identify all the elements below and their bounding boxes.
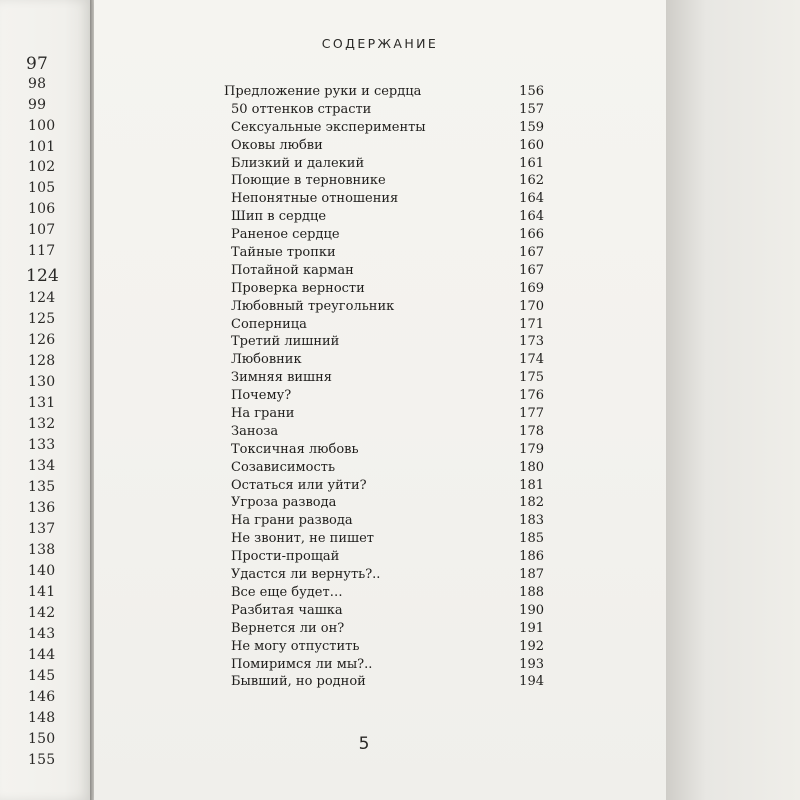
toc-entry-page: 187 [519, 567, 544, 583]
toc-entry-page: 178 [519, 423, 544, 439]
toc-page [94, 0, 666, 800]
toc-entry-title: Вернется ли он? [231, 620, 345, 636]
left-page-number: 97 [26, 54, 49, 74]
toc-entry [224, 567, 544, 585]
toc-entry-page: 180 [519, 459, 544, 475]
left-page-number: 124 [26, 266, 60, 286]
toc-entry-title: Зимняя вишня [231, 370, 333, 386]
toc-entry-page: 177 [519, 406, 544, 422]
toc-entry-page: 182 [519, 495, 544, 511]
toc-entry-title: Проверка верности [231, 280, 365, 296]
left-page-number: 140 [28, 563, 56, 579]
toc-entry [224, 621, 544, 639]
toc-entry [224, 603, 544, 621]
left-page-number: 138 [28, 542, 56, 558]
toc-entry [224, 442, 544, 460]
left-page-number: 117 [28, 243, 56, 259]
toc-entry [224, 281, 544, 299]
left-page-number: 141 [28, 584, 56, 600]
toc-entry-page: 164 [519, 191, 544, 207]
toc-entry-title: Помиримся ли мы?.. [231, 656, 373, 672]
toc-entry-title: Все еще будет… [231, 584, 343, 600]
toc-entry [224, 84, 544, 102]
left-page-number: 133 [28, 437, 56, 453]
left-page-number: 143 [28, 626, 56, 642]
toc-entry-title: Соперница [231, 316, 307, 332]
toc-entry-page: 174 [519, 352, 544, 368]
toc-entry-page: 185 [519, 531, 544, 547]
toc-entry-page: 183 [519, 513, 544, 529]
toc-entry [224, 424, 544, 442]
toc-entry [224, 173, 544, 191]
toc-entry-title: Оковы любви [231, 137, 323, 153]
toc-entry-page: 160 [519, 137, 544, 153]
toc-entry-page: 169 [519, 280, 544, 296]
toc-entry-title: Тайные тропки [231, 245, 336, 261]
toc-entry-page: 190 [519, 602, 544, 618]
toc-entry-title: Не звонит, не пишет [231, 531, 374, 547]
toc-entry-page: 167 [519, 245, 544, 261]
toc-entry-page: 186 [519, 549, 544, 565]
toc-entry [224, 120, 544, 138]
toc-entry [224, 102, 544, 120]
left-page-number: 131 [28, 395, 56, 411]
toc-entry [224, 406, 544, 424]
toc-entry-title: Поющие в терновнике [231, 173, 386, 189]
toc-entry-page: 176 [519, 388, 544, 404]
toc-entry [224, 657, 544, 675]
toc-entry-title: Токсичная любовь [231, 441, 359, 457]
left-page-number: 144 [28, 647, 56, 663]
toc-entry-title: Остаться или уйти? [231, 477, 367, 493]
toc-entry-page: 170 [519, 298, 544, 314]
toc-entry-title: Любовник [231, 352, 302, 368]
toc-entry [224, 674, 544, 692]
toc-entry [224, 209, 544, 227]
toc-entry [224, 191, 544, 209]
toc-entry-title: Заноза [231, 423, 279, 439]
left-page-number: 125 [28, 311, 56, 327]
left-page-number: 128 [28, 353, 56, 369]
toc-entry [224, 639, 544, 657]
left-page-number: 155 [28, 752, 56, 768]
toc-entry-title: Предложение руки и сердца [224, 84, 422, 99]
toc-entry [224, 513, 544, 531]
toc-entry-title: Не могу отпустить [231, 638, 360, 654]
left-page-number: 134 [28, 458, 56, 474]
toc-entry-title: 50 оттенков страсти [231, 101, 372, 117]
toc-entry-page: 161 [519, 155, 544, 171]
left-page-number: 148 [28, 710, 56, 726]
toc-entry [224, 549, 544, 567]
toc-entry-title: Непонятные отношения [231, 191, 399, 207]
toc-entry-title: Потайной карман [231, 262, 354, 278]
toc-entry-page: 192 [519, 638, 544, 654]
toc-entry [224, 245, 544, 263]
toc-entry-page: 167 [519, 262, 544, 278]
left-page-number: 135 [28, 479, 56, 495]
toc-entry [224, 460, 544, 478]
toc-entry-title: Удастся ли вернуть?.. [231, 567, 381, 583]
toc-entry-page: 157 [519, 101, 544, 117]
left-page-number: 132 [28, 416, 56, 432]
toc-entry [224, 370, 544, 388]
toc-entry-page: 175 [519, 370, 544, 386]
toc-entry-title: Раненое сердце [231, 227, 340, 243]
left-page-number: 100 [28, 118, 56, 134]
left-page-number: 105 [28, 180, 56, 196]
toc-entry [224, 388, 544, 406]
toc-entry-title: Близкий и далекий [231, 155, 365, 171]
toc-list [224, 84, 544, 692]
left-page-number: 130 [28, 374, 56, 390]
toc-entry-page: 166 [519, 227, 544, 243]
toc-entry-title: Созависимость [231, 459, 336, 475]
toc-entry [224, 334, 544, 352]
toc-entry [224, 317, 544, 335]
toc-entry-title: Шип в сердце [231, 209, 327, 225]
left-page-numbers [0, 0, 92, 800]
toc-entry-page: 159 [519, 119, 544, 135]
toc-entry [224, 138, 544, 156]
right-page-edge [666, 0, 800, 800]
toc-entry-page: 171 [519, 316, 544, 332]
left-page-number: 107 [28, 222, 56, 238]
toc-entry-title: Любовный треугольник [231, 298, 395, 314]
toc-entry-title: Третий лишний [231, 334, 340, 350]
toc-entry-page: 188 [519, 584, 544, 600]
toc-entry [224, 227, 544, 245]
left-page-number: 126 [28, 332, 56, 348]
toc-entry [224, 263, 544, 281]
toc-entry-title: Бывший, но родной [231, 674, 366, 690]
toc-entry [224, 478, 544, 496]
page-title: СОДЕРЖАНИЕ [321, 36, 439, 51]
toc-entry-title: Почему? [231, 388, 292, 404]
left-page-number: 98 [28, 76, 47, 92]
left-page-number: 124 [28, 290, 56, 306]
toc-entry [224, 585, 544, 603]
toc-entry-page: 156 [519, 84, 544, 99]
toc-entry [224, 352, 544, 370]
toc-entry-page: 194 [519, 674, 544, 690]
toc-entry-title: Сексуальные эксперименты [231, 119, 426, 135]
toc-entry-title: Прости-прощай [231, 549, 340, 565]
toc-entry-title: Разбитая чашка [231, 602, 343, 618]
left-page [0, 0, 92, 800]
left-page-number: 145 [28, 668, 56, 684]
left-page-number: 106 [28, 201, 56, 217]
toc-entry-page: 181 [519, 477, 544, 493]
toc-entry [224, 299, 544, 317]
toc-entry-page: 164 [519, 209, 544, 225]
toc-entry-page: 193 [519, 656, 544, 672]
toc-entry-page: 173 [519, 334, 544, 350]
left-page-number: 146 [28, 689, 56, 705]
left-page-number: 101 [28, 139, 56, 155]
left-page-number: 99 [28, 97, 47, 113]
left-page-number: 142 [28, 605, 56, 621]
left-page-number: 102 [28, 159, 56, 175]
toc-entry-title: На грани развода [231, 513, 353, 529]
page-number: 5 [358, 734, 370, 754]
toc-entry [224, 531, 544, 549]
toc-entry-title: На грани [231, 406, 295, 422]
toc-entry-page: 179 [519, 441, 544, 457]
toc-entry [224, 495, 544, 513]
toc-entry-title: Угроза развода [231, 495, 337, 511]
left-page-number: 150 [28, 731, 56, 747]
toc-entry-page: 162 [519, 173, 544, 189]
left-page-number: 137 [28, 521, 56, 537]
toc-entry [224, 156, 544, 174]
left-page-number: 136 [28, 500, 56, 516]
toc-entry-page: 191 [519, 620, 544, 636]
